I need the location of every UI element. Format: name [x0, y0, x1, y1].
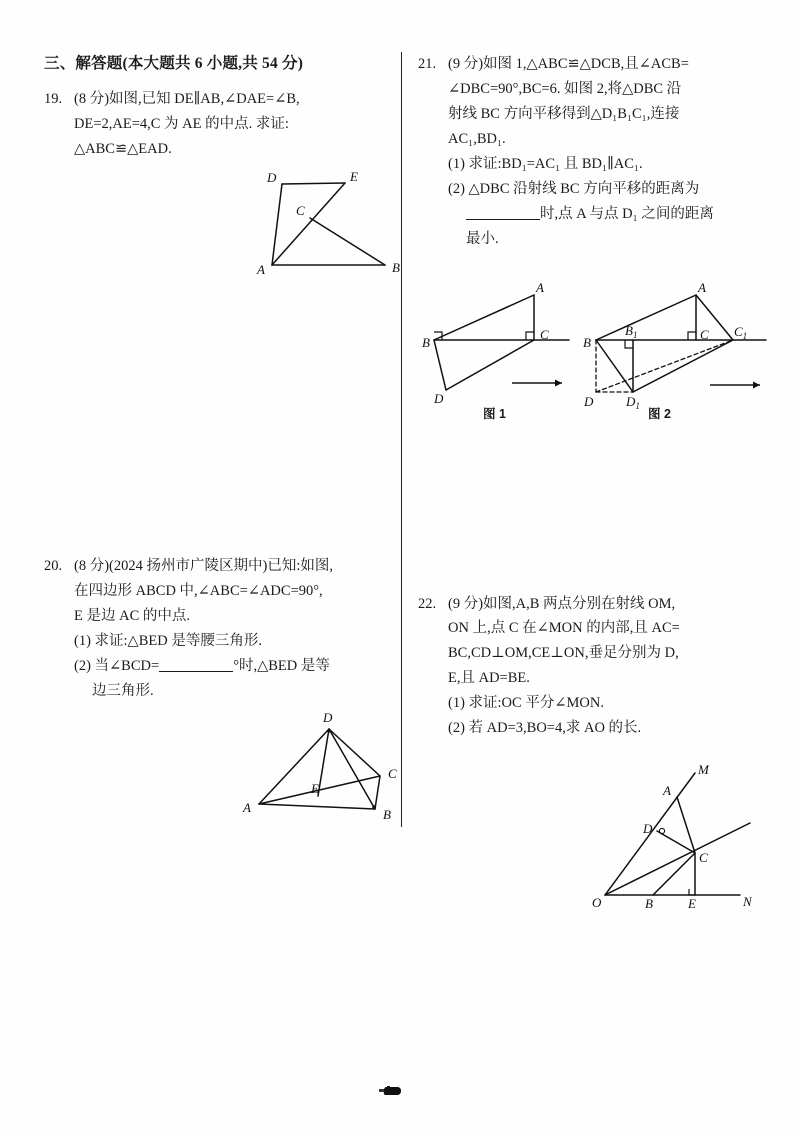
figure-19-edge-CB [310, 218, 385, 265]
question-20-sub-1: (1) 求证:△BED 是等腰三角形. [74, 632, 262, 649]
figure-19-label-A: A [257, 262, 265, 277]
question-22-line-1: (9 分)如图,A,B 两点分别在射线 OM, [448, 595, 676, 612]
question-20-sub-2-text: (2) 当∠BCD= [74, 657, 160, 674]
question-20-line-1: (8 分)(2024 扬州市广陵区期中)已知:如图, [74, 558, 333, 575]
question-20-answer-blank[interactable] [159, 656, 233, 672]
figure-21-2 [583, 280, 783, 415]
figure-21-1-right-angle-C [526, 332, 534, 340]
figure-22-label-N: N [743, 894, 752, 909]
figure-19-label-E: E [350, 169, 358, 184]
figure-19-label-D: D [267, 170, 277, 185]
figure-21-2-edge-D1C1 [633, 340, 733, 392]
smudge-part-top [387, 1086, 390, 1090]
question-22 [418, 592, 768, 742]
figure-21-2-label-B: B [583, 335, 591, 350]
question-21-line-1: (9 分)如图 1,△ABC≌△DCB,且∠ACB= [448, 56, 689, 72]
figure-20-vertex-B [372, 805, 376, 809]
figure-22-label-D: D [643, 821, 653, 836]
figure-19-edge-DE [282, 183, 345, 184]
figure-19-edge-DA [272, 184, 282, 265]
question-20 [44, 554, 384, 704]
figure-20-edge-AB [259, 804, 375, 809]
figure-21-1-caption: 图 1 [483, 407, 506, 421]
figure-21-1-label-B: B [422, 335, 430, 350]
question-21-sub-3 [466, 202, 768, 227]
question-21-line-4: AC₁,BD₁. [448, 130, 506, 147]
question-20-line-2: 在四边形 ABCD 中,∠ABC=∠ADC=90°, [74, 583, 323, 599]
figure-22-right-angle-E [689, 889, 695, 895]
figure-21-1-label-A: A [536, 280, 544, 295]
question-20-sub-2-tail: °时,△BED 是等 [233, 657, 330, 674]
figure-21-2-translation-arrow [710, 382, 760, 389]
figure-21-1-label-C: C [540, 327, 549, 342]
section-heading: 三、解答题(本大题共 6 小题,共 54 分) [44, 55, 304, 72]
question-20-stem [74, 554, 384, 629]
figure-21-2-right-angle-C [688, 332, 696, 340]
figure-21-2-label-D1: $D_1$ [626, 394, 640, 411]
figure-20-edge-DB [329, 729, 375, 809]
figure-22-label-E: E [688, 896, 696, 911]
question-21-sub-4: 最小. [466, 230, 499, 247]
figure-21-2-label-C1: $C_1$ [734, 324, 748, 341]
figure-21-2-edge-DC1-dashed [596, 340, 733, 392]
figure-19-label-C: C [296, 203, 305, 218]
question-22-stem [448, 592, 768, 692]
question-22-line-3: BC,CD⊥OM,CE⊥ON,垂足分别为 D, [448, 645, 679, 662]
figure-22-label-C: C [699, 850, 708, 865]
figure-22-label-O: O [592, 895, 602, 910]
figure-20-label-C: C [388, 766, 397, 781]
figure-20-label-D: D [323, 710, 333, 725]
figure-21-2-caption: 图 2 [648, 407, 671, 421]
left-column [44, 52, 384, 710]
question-20-sub-3: 边三角形. [92, 682, 154, 699]
figure-20-label-A: A [243, 800, 251, 815]
page-bottom-smudge [378, 1086, 408, 1097]
question-21-number: 21. [418, 56, 437, 72]
figure-21-1-edge-BD [434, 340, 446, 390]
figure-20-edge-DC [329, 729, 380, 776]
question-22-line-4: E,且 AD=BE. [448, 670, 530, 687]
figure-20-label-E: E [311, 781, 319, 796]
figure-21-2-label-A: A [698, 280, 706, 295]
figure-21-1 [424, 280, 594, 415]
figure-21-2-edge-BA [596, 295, 696, 340]
figure-22-edge-BC [653, 853, 695, 895]
question-19 [44, 87, 384, 162]
question-22-sub-1: (1) 求证:OC 平分∠MON. [448, 695, 604, 712]
figure-19-edge-AE [272, 183, 345, 265]
figure-20-vertex-D [327, 729, 330, 732]
question-19-line-1: (8 分)如图,已知 DE∥AB,∠DAE=∠B, [74, 91, 300, 108]
question-21-line-2: ∠DBC=90°,BC=6. 如图 2,将△DBC 沿 [448, 80, 682, 97]
figure-21-2-label-D: D [584, 394, 594, 409]
question-21-stem [448, 52, 768, 152]
question-22-sub-2: (2) 若 AD=3,BO=4,求 AO 的长. [448, 720, 642, 737]
figure-21-1-label-D: D [434, 391, 444, 406]
figure-22 [592, 762, 770, 920]
question-19-stem [74, 87, 384, 162]
question-22-line-2: ON 上,点 C 在∠MON 的内部,且 AC= [448, 620, 680, 637]
question-20-number: 20. [44, 558, 63, 575]
figure-21-1-translation-arrow [512, 380, 562, 387]
question-21-sub-1: (1) 求证:BD₁=AC₁ 且 BD₁∥AC₁. [448, 155, 643, 172]
figure-21-1-edge-BA [434, 295, 534, 340]
figure-19-label-B: B [392, 260, 400, 275]
question-19-number: 19. [44, 91, 63, 108]
figure-22-label-A: A [663, 783, 671, 798]
figure-22-ray-OC [605, 823, 750, 895]
question-19-line-3: △ABC≌△EAD. [74, 141, 172, 158]
figure-20-edge-CB [375, 776, 380, 809]
question-22-number: 22. [418, 595, 437, 612]
figure-19 [240, 168, 420, 288]
figure-20-label-B: B [383, 807, 391, 822]
question-21-answer-blank[interactable] [466, 204, 540, 220]
figure-21-2-label-B1: $B_1$ [625, 323, 638, 340]
figure-20 [212, 706, 412, 831]
question-21 [418, 52, 768, 252]
question-20-line-3: E 是边 AC 的中点. [74, 607, 190, 624]
question-21-sub-2: (2) △DBC 沿射线 BC 方向平移的距离为 [448, 180, 700, 197]
figure-21-2-right-angle-B1 [625, 340, 633, 348]
figure-21-2-label-C: C [700, 327, 709, 342]
question-19-line-2: DE=2,AE=4,C 为 AE 的中点. 求证: [74, 116, 289, 133]
figure-22-right-angle-D [659, 828, 664, 833]
figure-22-label-M: M [698, 762, 709, 777]
question-21-line-3: 射线 BC 方向平移得到△D₁B₁C₁,连接 [448, 105, 680, 122]
figure-22-label-B: B [645, 896, 653, 911]
question-20-sub-2 [74, 654, 384, 679]
question-21-sub-3-tail: 时,点 A 与点 D₁ 之间的距离 [540, 205, 714, 222]
